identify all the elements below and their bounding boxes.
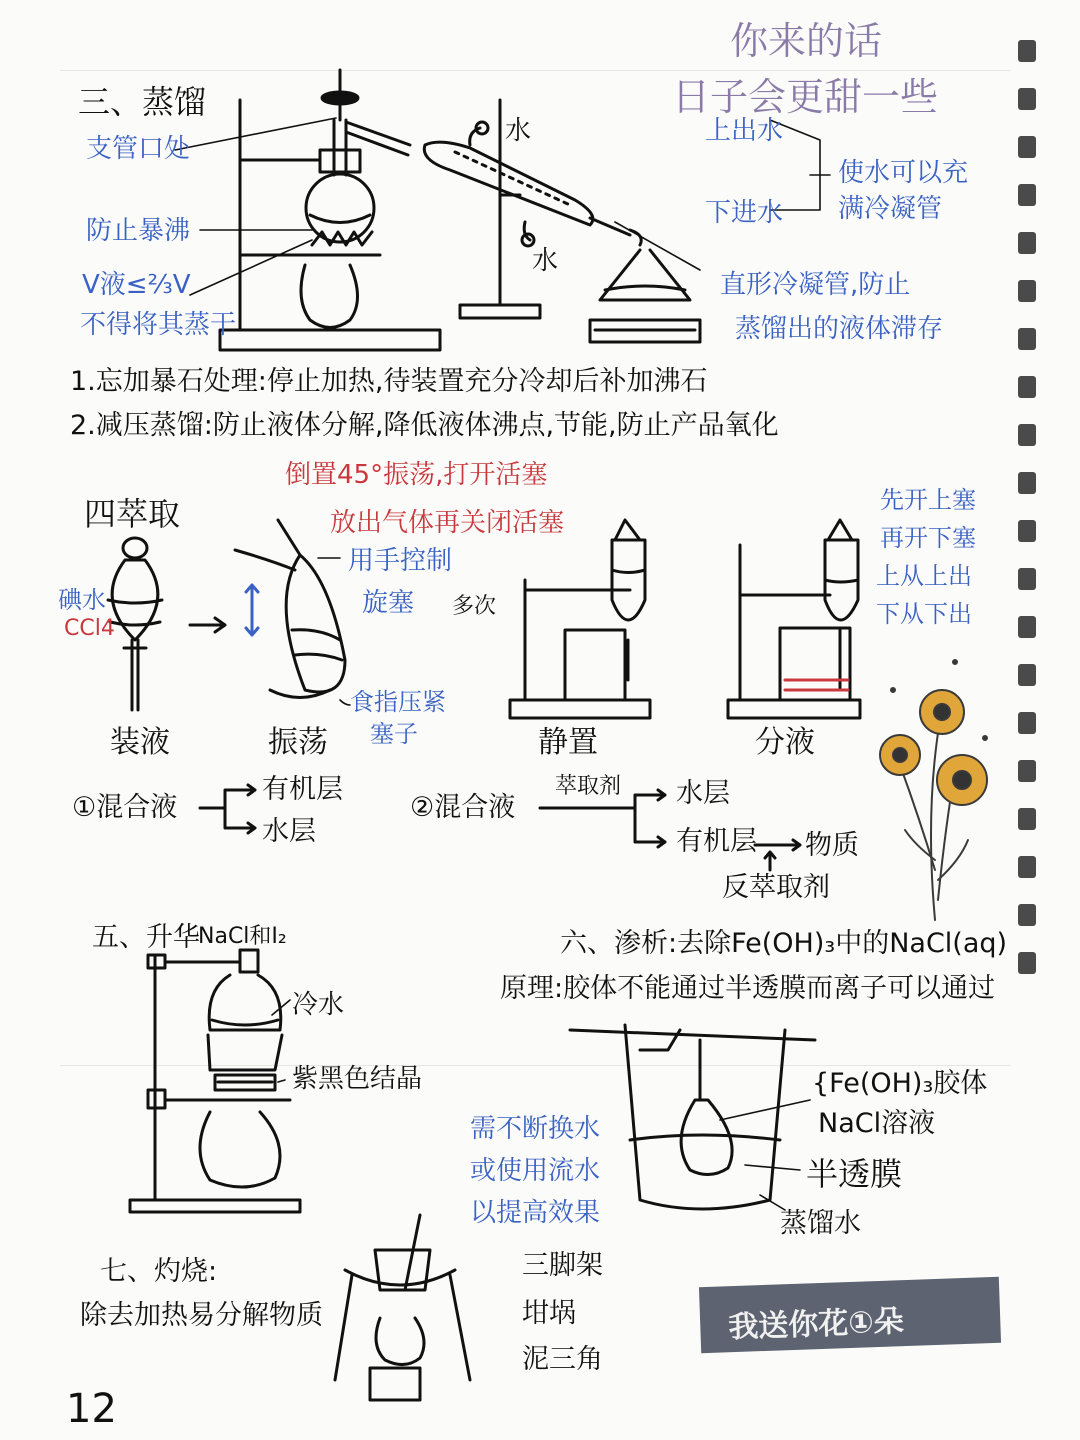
label-cold-water: 冷水 — [292, 990, 345, 1020]
label-water-bottom: 水 — [532, 246, 559, 276]
label-water-top: 水 — [505, 116, 532, 146]
dialysis-tip-2: 或使用流水 — [470, 1156, 601, 1186]
flower-decoration — [880, 660, 987, 920]
step-label-separate: 分液 — [755, 725, 815, 760]
label-semipermeable-membrane: 半透膜 — [806, 1155, 903, 1193]
separate-note-1: 先开上塞 — [880, 486, 976, 514]
label-multiple-times: 多次 — [452, 594, 497, 619]
distillation-note-1: 1.忘加暴石处理:停止加热,待装置充分冷却后补加沸石 — [70, 366, 708, 397]
sublimation-apparatus — [130, 950, 300, 1212]
calcination-desc: 除去加热易分解物质 — [80, 1300, 323, 1331]
flow2-reagent: 萃取剂 — [555, 774, 622, 799]
calcination-item-clay-triangle: 泥三角 — [522, 1344, 603, 1375]
label-volume-rule-1: V液≤⅔V — [82, 270, 191, 300]
extraction-apparatus — [108, 520, 860, 718]
extraction-red-note-2: 放出气体再关闭活塞 — [330, 508, 565, 538]
label-distilled-water: 蒸馏水 — [780, 1208, 861, 1239]
section-title-distillation: 三、蒸馏 — [78, 83, 207, 121]
label-hand-control: 用手控制 — [348, 546, 453, 576]
label-water-in-bottom: 下进水 — [705, 198, 784, 228]
calcination-apparatus — [335, 1215, 470, 1400]
distillation-note-2: 2.减压蒸馏:防止液体分解,降低液体沸点,节能,防止产品氧化 — [70, 410, 779, 441]
header-line-1: 你来的话 — [730, 19, 883, 63]
flow1-output-water: 水层 — [262, 816, 316, 847]
label-condense-note-2: 满冷凝管 — [838, 194, 943, 224]
label-plug: 旋塞 — [362, 588, 415, 618]
label-nacl-solution: NaCl溶液 — [818, 1108, 936, 1139]
label-condense-note-1: 使水可以充 — [838, 158, 969, 188]
label-purple-crystal: 紫黑色结晶 — [292, 1064, 423, 1094]
flow2-source: ②混合液 — [410, 792, 516, 823]
header-line-2: 日子会更甜一些 — [672, 75, 939, 119]
section-title-dialysis: 六、渗析:去除Fe(OH)₃中的NaCl(aq) — [560, 928, 1008, 959]
section-title-extraction: 四萃取 — [84, 495, 181, 533]
banner-text: 我送你花①朵 — [727, 1304, 905, 1346]
label-colloid: {Fe(OH)₃胶体 — [812, 1068, 988, 1099]
label-index-finger: 食指压紧 — [350, 688, 446, 716]
label-water-out-top: 上出水 — [705, 116, 784, 146]
step-label-fill: 装液 — [110, 725, 170, 760]
distillation-apparatus — [220, 70, 700, 350]
section-title-sublimation: 五、升华 — [92, 922, 200, 953]
label-ccl4: CCl4 — [64, 616, 115, 641]
flow2-output-organic: 有机层 — [676, 826, 757, 857]
label-iodine-water: 碘水 — [58, 586, 106, 614]
flow1-source: ①混合液 — [72, 792, 178, 823]
separate-note-3: 上从上出 — [876, 562, 972, 590]
extraction-red-note-1: 倒置45°振荡,打开活塞 — [285, 460, 548, 490]
dialysis-tip-1: 需不断换水 — [470, 1114, 601, 1144]
dialysis-apparatus — [570, 1025, 815, 1209]
separate-note-4: 下从下出 — [876, 600, 972, 628]
flow1-output-organic: 有机层 — [262, 774, 343, 805]
flow2-product: 物质 — [805, 830, 859, 861]
flow2-back-reagent: 反萃取剂 — [722, 872, 830, 903]
label-volume-rule-2: 不得将其蒸干 — [80, 310, 237, 340]
separate-note-2: 再开下塞 — [880, 524, 976, 552]
flower-banner-sticker — [699, 1277, 1001, 1353]
label-stopper: 塞子 — [370, 720, 418, 748]
section-title-calcination: 七、灼烧: — [100, 1256, 218, 1287]
step-label-stand: 静置 — [538, 725, 598, 760]
sublimation-subtitle: NaCl和I₂ — [198, 924, 287, 949]
flow2-output-water: 水层 — [676, 778, 730, 809]
label-condenser-note-1: 直形冷凝管,防止 — [720, 270, 911, 300]
step-label-shake: 振荡 — [268, 725, 328, 760]
page-number: 12 — [66, 1386, 117, 1432]
label-anti-bump: 防止暴沸 — [86, 216, 191, 246]
label-branch-mouth: 支管口处 — [86, 134, 191, 164]
calcination-item-crucible: 坩埚 — [522, 1298, 576, 1329]
dialysis-tip-3: 以提高效果 — [470, 1198, 601, 1228]
dialysis-principle: 原理:胶体不能通过半透膜而离子可以通过 — [500, 973, 996, 1004]
label-condenser-note-2: 蒸馏出的液体滞存 — [735, 314, 944, 344]
calcination-item-tripod: 三脚架 — [522, 1250, 603, 1281]
